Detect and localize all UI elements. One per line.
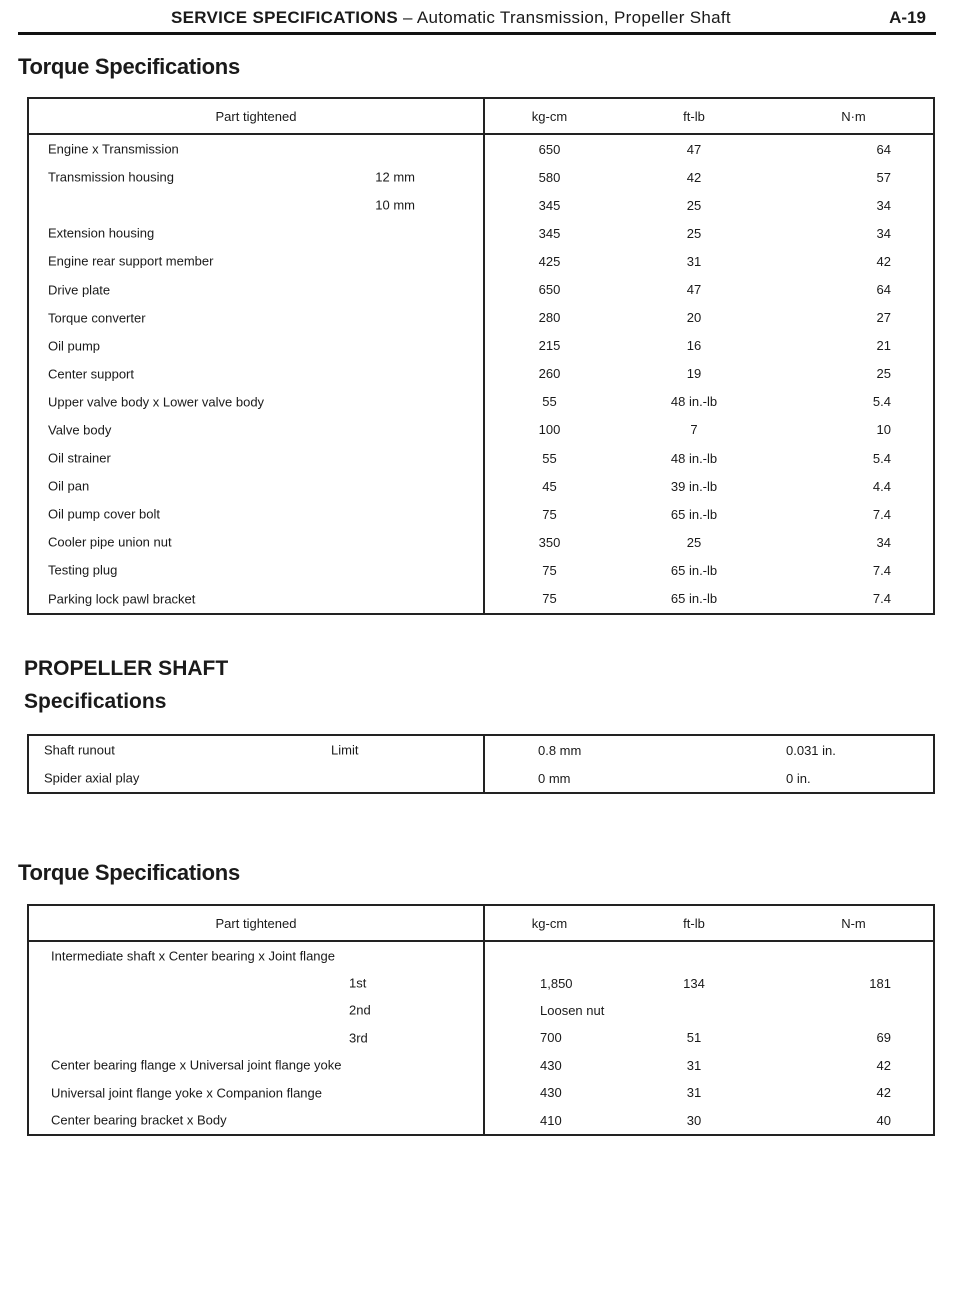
part-cell	[28, 969, 484, 996]
part-cell	[28, 219, 484, 247]
ftlb-cell	[614, 941, 774, 969]
part-name: Center support	[48, 366, 134, 382]
nm-cell: 7.4	[872, 591, 891, 607]
part-cell	[28, 1024, 484, 1051]
part-name: Engine rear support member	[48, 253, 214, 269]
ftlb-cell: 31	[686, 1057, 702, 1073]
table-row	[28, 219, 934, 247]
table-row	[28, 1106, 934, 1134]
column-header: N·m	[774, 98, 934, 134]
table-row	[28, 969, 934, 996]
kgcm-cell: Loosen nut	[540, 1002, 605, 1018]
nm-cell: 27	[876, 310, 891, 326]
imperial-cell: 0 in.	[786, 770, 811, 786]
kgcm-cell: 430	[540, 1057, 562, 1073]
part-name: Torque converter	[48, 310, 146, 326]
kgcm-cell: 345	[538, 197, 561, 213]
kgcm-cell: 425	[538, 253, 561, 269]
ftlb-cell: 20	[686, 310, 702, 326]
nm-cell: 10	[876, 422, 891, 438]
table-header-row	[28, 98, 934, 134]
nm-cell: 34	[876, 225, 891, 241]
part-cell	[28, 528, 484, 556]
ftlb-cell	[614, 997, 774, 1024]
kgcm-cell: 100	[538, 422, 561, 438]
nm-cell: 21	[876, 338, 891, 354]
propeller-spec-table	[27, 734, 935, 794]
table-row	[28, 500, 934, 528]
nm-cell: 64	[876, 282, 891, 298]
part-name: Universal joint flange yoke x Companion flange	[51, 1085, 322, 1101]
table-row	[28, 275, 934, 303]
torque-table-ps	[27, 904, 935, 1136]
spec-item-cell	[28, 735, 484, 764]
part-cell	[28, 332, 484, 360]
table-row	[28, 332, 934, 360]
nm-cell: 7.4	[872, 562, 891, 578]
part-cell	[28, 941, 484, 969]
part-name: Oil strainer	[48, 450, 111, 466]
nm-cell: 57	[876, 169, 891, 185]
table-row	[28, 191, 934, 219]
table-row	[28, 528, 934, 556]
kgcm-cell: 75	[542, 591, 557, 607]
part-cell	[28, 1106, 484, 1134]
kgcm-cell: 430	[540, 1085, 562, 1101]
tightening-stage: 1st	[349, 975, 367, 991]
section-heading-propeller: PROPELLER SHAFT	[24, 657, 229, 680]
kgcm-cell: 580	[538, 169, 561, 185]
table-row	[28, 388, 934, 416]
part-cell	[28, 247, 484, 275]
kgcm-cell: 700	[540, 1030, 562, 1046]
part-name: Oil pump cover bolt	[48, 506, 160, 522]
column-header: Part tightened	[28, 98, 484, 134]
kgcm-cell: 350	[538, 534, 561, 550]
ftlb-cell: 42	[686, 169, 702, 185]
page-header	[18, 4, 936, 35]
part-name: Oil pan	[48, 478, 90, 494]
table-row	[28, 1024, 934, 1051]
specifications-heading: Specifications	[24, 690, 167, 713]
nm-cell: 42	[876, 1085, 891, 1101]
kgcm-cell: 345	[538, 225, 561, 241]
kgcm-cell: 1,850	[540, 975, 573, 991]
nm-cell: 25	[876, 366, 891, 382]
table-row	[28, 556, 934, 584]
tightening-stage: 3rd	[349, 1030, 368, 1046]
metric-cell: 0.8 mm	[538, 742, 582, 758]
table-row	[28, 444, 934, 472]
column-header: Part tightened	[28, 905, 484, 941]
table-row	[28, 585, 934, 614]
part-name: Oil pump	[48, 338, 101, 354]
table-row	[28, 416, 934, 444]
part-name: Transmission housing	[48, 169, 174, 185]
part-name: Engine x Transmission	[48, 141, 179, 157]
part-size: 10 mm	[375, 197, 415, 213]
ftlb-cell: 31	[686, 253, 702, 269]
part-name: Testing plug	[48, 562, 118, 578]
table-header-row	[28, 905, 934, 941]
column-header: kg-cm	[484, 98, 614, 134]
part-name: Parking lock pawl bracket	[48, 591, 196, 607]
part-cell	[28, 191, 484, 219]
nm-cell: 5.4	[872, 450, 891, 466]
part-cell	[28, 556, 484, 584]
torque-heading-at: Torque Specifications	[18, 54, 240, 79]
table-row	[28, 997, 934, 1024]
kgcm-cell: 260	[538, 366, 561, 382]
imperial-cell: 0.031 in.	[786, 742, 836, 758]
nm-cell: 34	[876, 197, 891, 213]
ftlb-cell: 48 in.-lb	[670, 450, 718, 466]
part-cell	[28, 444, 484, 472]
ftlb-cell: 25	[686, 197, 702, 213]
part-name: Drive plate	[48, 282, 111, 298]
table-row	[28, 472, 934, 500]
part-cell	[28, 472, 484, 500]
kgcm-cell: 55	[542, 450, 557, 466]
nm-cell: 42	[876, 253, 891, 269]
ftlb-cell: 19	[686, 366, 702, 382]
kgcm-cell: 75	[542, 562, 557, 578]
part-cell	[28, 500, 484, 528]
nm-cell: 181	[869, 975, 891, 991]
part-cell	[28, 304, 484, 332]
table-row	[28, 163, 934, 191]
tightening-stage: 2nd	[349, 1002, 371, 1018]
column-header: N-m	[774, 905, 934, 941]
torque-table-at	[27, 97, 935, 615]
part-cell	[28, 388, 484, 416]
spec-item-cell	[28, 764, 484, 793]
part-name: Upper valve body x Lower valve body	[48, 394, 265, 410]
kgcm-cell: 280	[538, 310, 561, 326]
part-cell	[28, 275, 484, 303]
table-row	[28, 360, 934, 388]
kgcm-cell: 410	[540, 1112, 562, 1128]
table-body	[28, 735, 934, 793]
nm-cell: 5.4	[872, 394, 891, 410]
part-cell	[28, 134, 484, 163]
part-name: Center bearing bracket x Body	[51, 1112, 227, 1128]
ftlb-cell: 65 in.-lb	[670, 562, 718, 578]
table-row	[28, 304, 934, 332]
table-row	[28, 1079, 934, 1106]
table-body	[28, 134, 934, 614]
ftlb-cell: 48 in.-lb	[670, 394, 718, 410]
table-row	[28, 1052, 934, 1079]
ftlb-cell: 25	[686, 225, 702, 241]
header-title	[171, 8, 731, 28]
kgcm-cell: 45	[542, 478, 557, 494]
part-name: Valve body	[48, 422, 112, 438]
ftlb-cell: 134	[683, 975, 705, 991]
part-name: Intermediate shaft x Center bearing x Joint flange	[51, 948, 335, 964]
part-cell	[28, 585, 484, 614]
nm-cell: 64	[876, 141, 891, 157]
ftlb-cell: 25	[686, 534, 702, 550]
column-header: ft-lb	[614, 905, 774, 941]
page-number: A-19	[889, 8, 926, 27]
part-name: Cooler pipe union nut	[48, 534, 172, 550]
ftlb-cell: 65 in.-lb	[670, 506, 718, 522]
kgcm-cell: 75	[542, 506, 557, 522]
torque-heading-ps: Torque Specifications	[18, 860, 240, 885]
nm-cell: 7.4	[872, 506, 891, 522]
ftlb-cell: 39 in.-lb	[670, 478, 718, 494]
nm-cell: 34	[876, 534, 891, 550]
kgcm-cell	[484, 941, 614, 969]
nm-cell	[774, 941, 934, 969]
kgcm-cell: 55	[542, 394, 557, 410]
part-name: Extension housing	[48, 225, 155, 241]
part-cell	[28, 163, 484, 191]
part-cell	[28, 997, 484, 1024]
part-cell	[28, 416, 484, 444]
nm-cell: 69	[876, 1030, 891, 1046]
table-row	[28, 764, 934, 793]
ftlb-cell: 16	[686, 338, 702, 354]
nm-cell: 4.4	[872, 478, 891, 494]
table-body	[28, 941, 934, 1135]
spec-qualifier: Limit	[331, 742, 359, 758]
ftlb-cell: 51	[686, 1030, 702, 1046]
part-cell	[28, 1079, 484, 1106]
ftlb-cell: 30	[686, 1112, 702, 1128]
part-name: Center bearing flange x Universal joint flange yoke	[51, 1057, 342, 1073]
table-row	[28, 134, 934, 163]
table-row	[28, 941, 934, 969]
column-header: ft-lb	[614, 98, 774, 134]
nm-cell	[774, 997, 934, 1024]
metric-cell: 0 mm	[538, 770, 571, 786]
ftlb-cell: 47	[686, 141, 702, 157]
header-subtitle: – Automatic Transmission, Propeller Shaft	[403, 8, 731, 27]
table-row	[28, 247, 934, 275]
nm-cell: 40	[876, 1112, 891, 1128]
ftlb-cell: 31	[686, 1085, 702, 1101]
nm-cell: 42	[876, 1057, 891, 1073]
part-size: 12 mm	[375, 169, 415, 185]
kgcm-cell: 215	[538, 338, 561, 354]
part-cell	[28, 360, 484, 388]
spec-item: Spider axial play	[44, 770, 140, 786]
ftlb-cell: 7	[690, 422, 698, 438]
ftlb-cell: 47	[686, 282, 702, 298]
part-cell	[28, 1052, 484, 1079]
column-header: kg-cm	[484, 905, 614, 941]
header-section: SERVICE SPECIFICATIONS	[171, 8, 399, 27]
spec-item: Shaft runout	[44, 742, 115, 758]
kgcm-cell: 650	[538, 282, 561, 298]
table-row	[28, 735, 934, 764]
kgcm-cell: 650	[538, 141, 561, 157]
ftlb-cell: 65 in.-lb	[670, 591, 718, 607]
